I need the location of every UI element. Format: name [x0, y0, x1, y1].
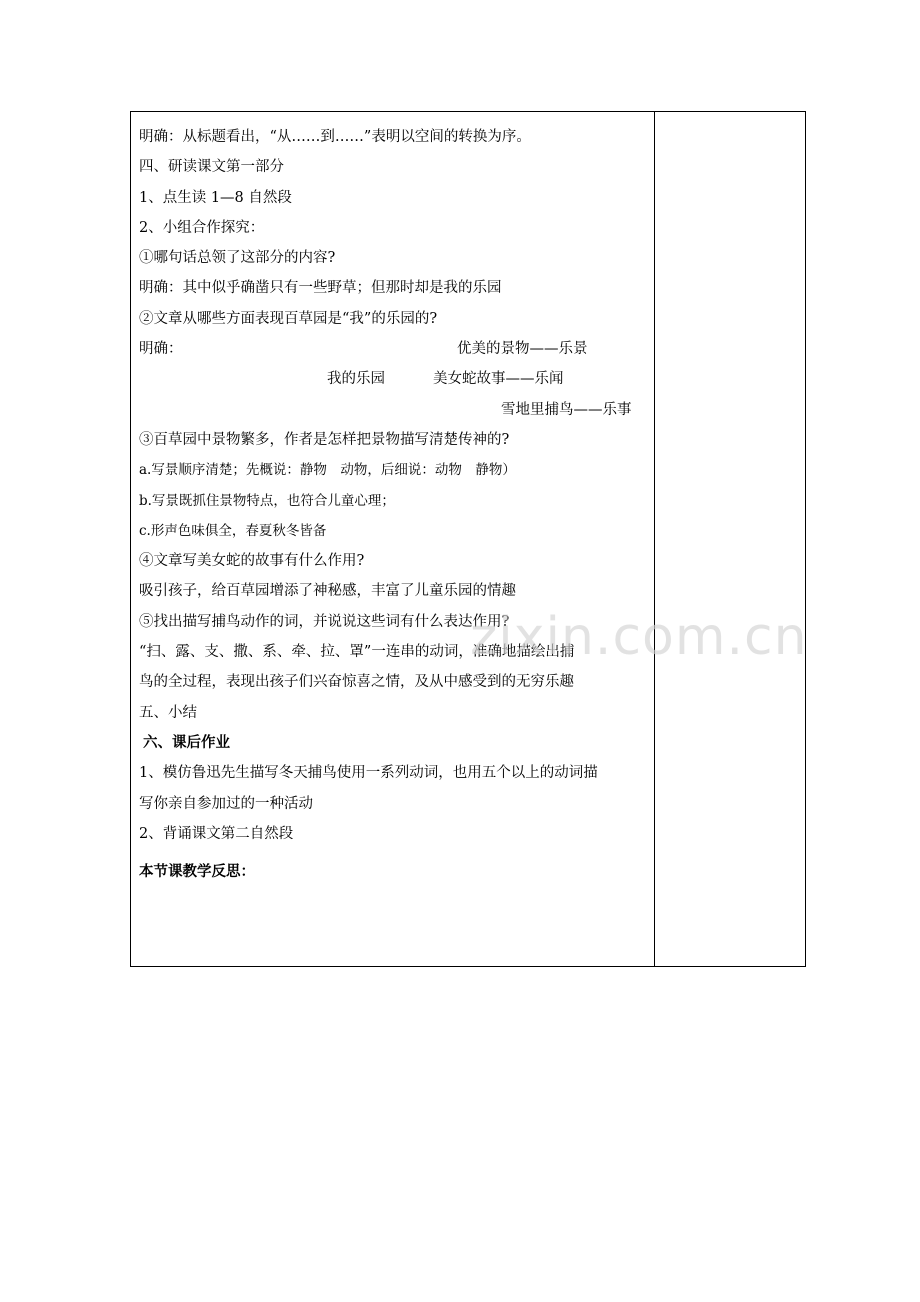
homework-line: 1、模仿鲁迅先生描写冬天捕鸟使用一系列动词，也用五个以上的动词描	[139, 765, 598, 782]
answer-line: “扫、露、支、撒、系、牵、拉、罩”一连串的动词，准确地描绘出捕	[139, 644, 575, 661]
homework-line: 2、背诵课文第二自然段	[139, 825, 294, 842]
question-line: ③百草园中景物繁多，作者是怎样把景物描写清楚传神的?	[139, 431, 510, 448]
lesson-content	[139, 122, 647, 887]
spacer	[139, 849, 647, 857]
notes-column	[655, 112, 805, 966]
answer-line: a.写景顺序清楚；先概说：静物 动物，后细说：动物 静物）	[139, 462, 516, 479]
diagram-branch: 优美的景物——乐景	[457, 341, 588, 358]
diagram-branch: 美女蛇故事——乐闻	[433, 371, 564, 388]
lesson-table	[130, 111, 806, 967]
question-line: ②文章从哪些方面表现百草园是“我”的乐园的?	[139, 310, 438, 327]
reflection-heading: 本节课教学反思：	[139, 863, 255, 881]
diagram-row-3	[139, 395, 647, 425]
answer-line: 鸟的全过程，表现出孩子们兴奋惊喜之情，及从中感受到的无穷乐趣	[139, 674, 574, 691]
diagram-label: 明确：	[139, 341, 183, 358]
diagram-row-2	[139, 364, 647, 394]
homework-heading: 六、课后作业	[143, 733, 230, 751]
question-line: ⑤找出描写捕鸟动作的词，并说说这些词有什么表达作用?	[139, 613, 510, 630]
diagram-center: 我的乐园	[327, 371, 385, 388]
text-line: 1、点生读 1—8 自然段	[139, 189, 292, 206]
answer-line: 明确：其中似乎确凿只有一些野草；但那时却是我的乐园	[139, 280, 502, 297]
section-heading: 四、研读课文第一部分	[139, 159, 284, 176]
diagram-row-1	[139, 334, 647, 364]
text-line: 2、小组合作探究：	[139, 219, 265, 236]
section-heading: 五、小结	[139, 704, 197, 721]
watermark: zixin.com.cn	[470, 607, 808, 667]
homework-line: 写你亲自参加过的一种活动	[139, 795, 313, 812]
question-line: ④文章写美女蛇的故事有什么作用?	[139, 553, 365, 570]
question-line: ①哪句话总领了这部分的内容?	[139, 250, 336, 267]
text-line: 明确：从标题看出，“从……到……”表明以空间的转换为序。	[139, 129, 531, 145]
answer-line: b.写景既抓住景物特点，也符合儿童心理；	[139, 492, 395, 509]
answer-line: 吸引孩子，给百草园增添了神秘感，丰富了儿童乐园的情趣	[139, 583, 516, 600]
answer-line: c.形声色味俱全，春夏秋冬皆备	[139, 522, 327, 539]
diagram-branch: 雪地里捕鸟——乐事	[501, 401, 632, 418]
